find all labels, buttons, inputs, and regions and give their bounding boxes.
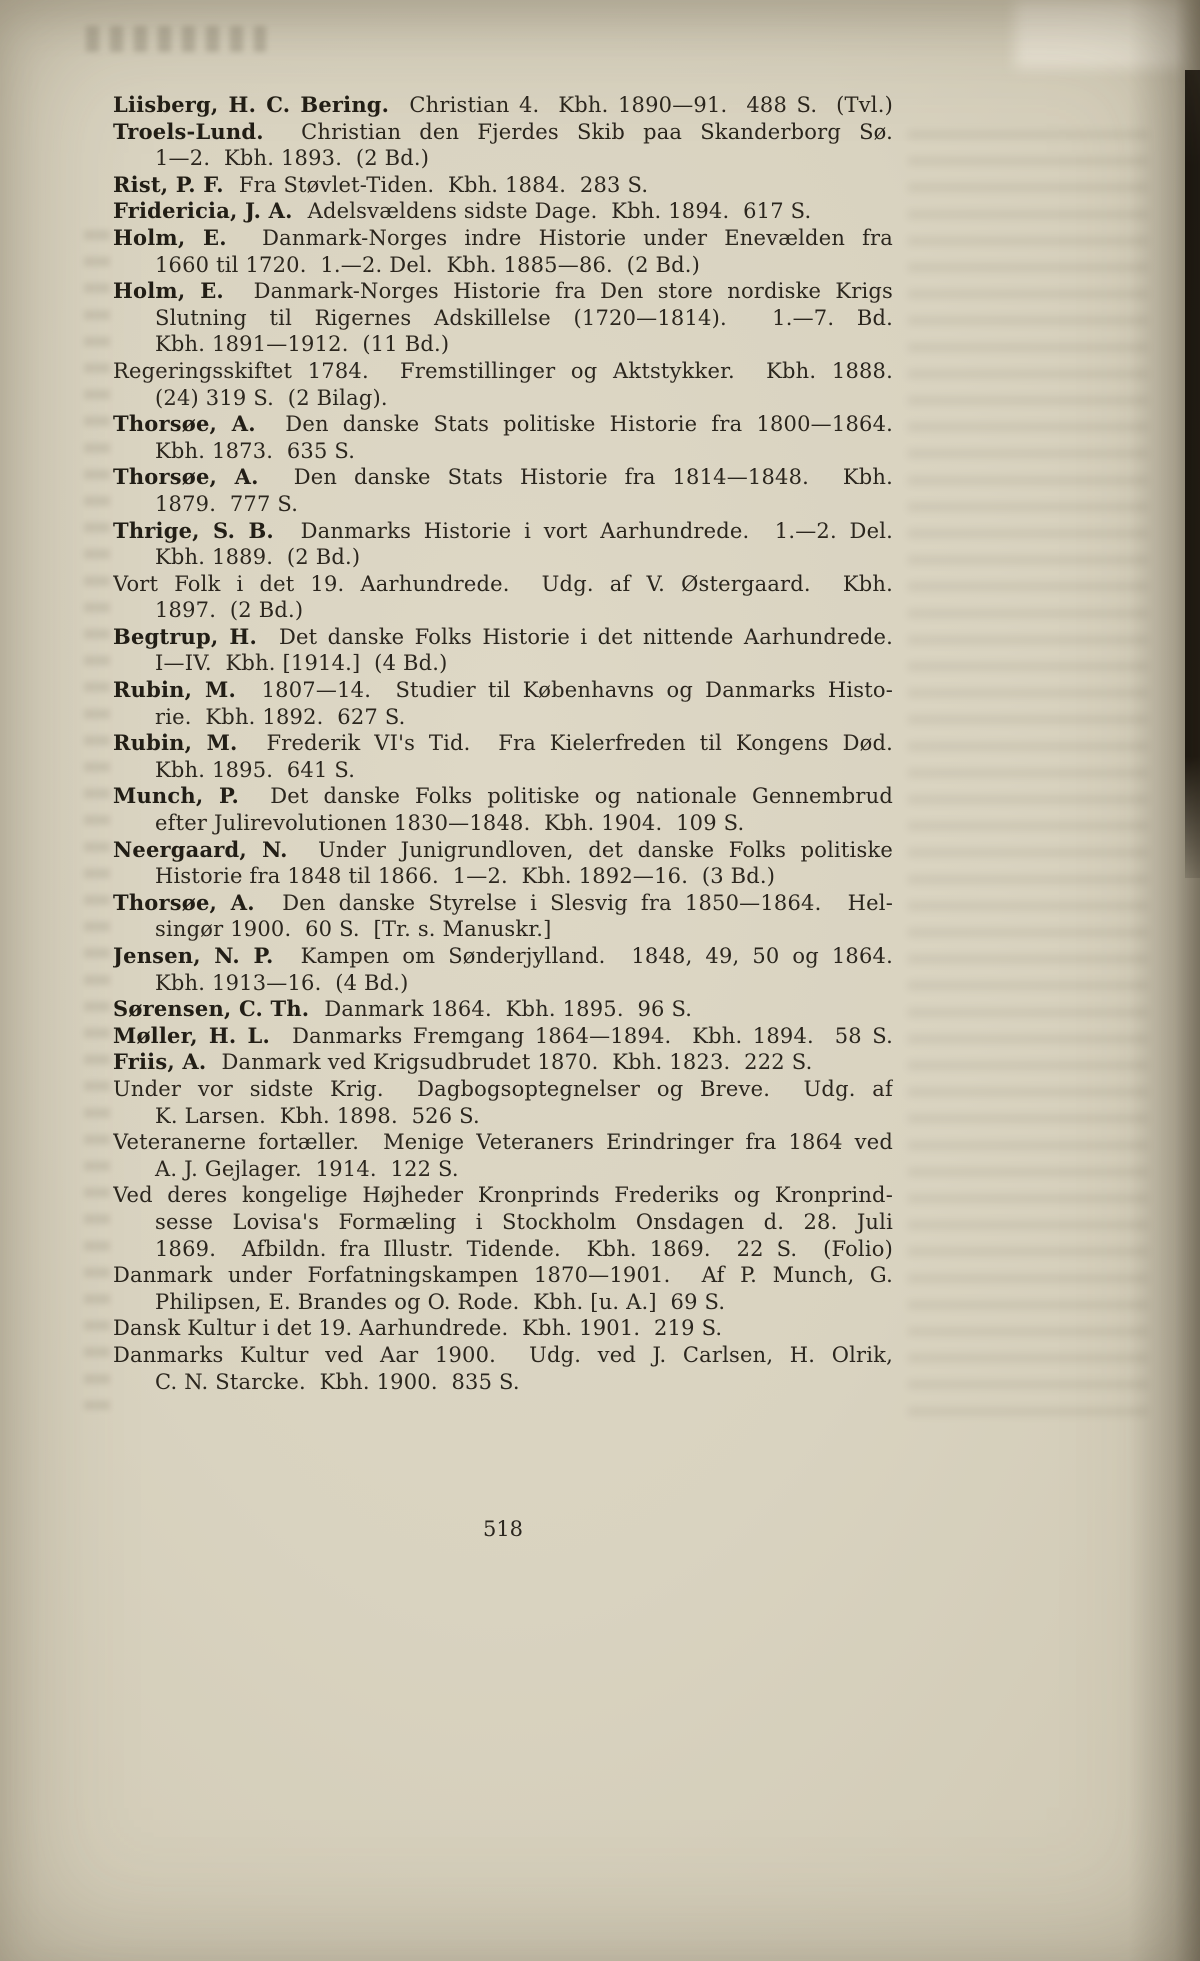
author-name: Thorsøe, A.: [113, 464, 294, 490]
bibliography-entry-line: Veteranerne fortæller. Menige Veteraners Erindringer fra 1864 ved: [113, 1130, 893, 1155]
author-name: Thrige, S. B.: [113, 517, 301, 543]
bibliography-text-block: [113, 92, 893, 1395]
bibliography-entry-line: Ved deres kongelige Højheder Kronprinds Frederiks og Kronprind-: [113, 1183, 893, 1208]
bibliography-entry-line: Holm, E. Danmark-Norges Historie fra Den store nordiske Krigs: [113, 278, 893, 304]
bibliography-entry-line: I—IV. Kbh. [1914.] (4 Bd.): [155, 651, 448, 676]
bibliography-entry-line: K. Larsen. Kbh. 1898. 526 S.: [155, 1103, 480, 1128]
author-name: Munch, P.: [113, 783, 271, 809]
bibliography-entry-line: Kbh. 1895. 641 S.: [155, 757, 356, 782]
bibliography-entry-line: rie. Kbh. 1892. 627 S.: [155, 704, 406, 729]
author-name: Rubin, M.: [113, 677, 262, 703]
bibliography-entry-line: Danmark under Forfatningskampen 1870—1901. Af P. Munch, G.: [113, 1263, 893, 1288]
author-name: Begtrup, H.: [113, 623, 279, 649]
ink-bleed-artifact-top: [86, 26, 266, 52]
bibliography-entry-line: Holm, E. Danmark-Norges indre Historie under Enevælden fra: [113, 224, 893, 250]
ink-bleed-artifact-right-margin: [908, 130, 1148, 1420]
bibliography-entry-line: A. J. Gejlager. 1914. 122 S.: [155, 1156, 459, 1181]
bibliography-entry-line: Slutning til Rigernes Adskillelse (1720—1814). 1.—7. Bd.: [155, 305, 893, 330]
bibliography-entry-line: Thorsøe, A. Den danske Styrelse i Slesvig fra 1850—1864. Hel-: [113, 889, 893, 915]
author-name: Jensen, N. P.: [113, 943, 301, 968]
bibliography-entry-line: Rist, P. F. Fra Støvlet-Tiden. Kbh. 1884. 283 S.: [113, 171, 649, 197]
bibliography-entry-line: Fridericia, J. A. Adelsvældens sidste Dage. Kbh. 1894. 617 S.: [113, 198, 812, 224]
bibliography-entry-line: Jensen, N. P. Kampen om Sønderjylland. 1848, 49, 50 og 1864.: [113, 943, 893, 968]
bibliography-entry-line: Kbh. 1889. (2 Bd.): [155, 545, 361, 570]
bibliography-entry-line: 1897. (2 Bd.): [155, 598, 304, 623]
author-name: Thorsøe, A.: [113, 411, 286, 437]
bibliography-entry-line: C. N. Starcke. Kbh. 1900. 835 S.: [155, 1369, 520, 1394]
bibliography-entry-line: Kbh. 1891—1912. (11 Bd.): [155, 332, 450, 357]
bibliography-entry-line: Thorsøe, A. Den danske Stats politiske Historie fra 1800—1864.: [113, 411, 893, 437]
bibliography-entry-line: Historie fra 1848 til 1866. 1—2. Kbh. 1892—16. (3 Bd.): [155, 864, 776, 889]
author-name: Troels-Lund.: [113, 118, 302, 144]
bibliography-entry-line: Kbh. 1913—16. (4 Bd.): [155, 970, 409, 995]
bibliography-entry-line: 1869. Afbildn. fra Illustr. Tidende. Kbh. 1869. 22 S. (Folio): [155, 1236, 893, 1261]
author-name: Holm, E.: [113, 278, 254, 304]
bibliography-entry-line: efter Julirevolutionen 1830—1848. Kbh. 1904. 109 S.: [155, 811, 745, 836]
bibliography-entry-line: Thrige, S. B. Danmarks Historie i vort Aarhundrede. 1.—2. Del.: [113, 517, 893, 543]
bibliography-entry-line: Sørensen, C. Th. Danmark 1864. Kbh. 1895. 96 S.: [113, 996, 693, 1022]
bibliography-entry-line: Dansk Kultur i det 19. Aarhundrede. Kbh. 1901. 219 S.: [113, 1316, 723, 1341]
author-name: Møller, H. L.: [113, 1022, 293, 1048]
bibliography-entry-line: 1—2. Kbh. 1893. (2 Bd.): [155, 146, 430, 171]
bibliography-entry-line: Friis, A. Danmark ved Krigsudbrudet 1870. Kbh. 1823. 222 S.: [113, 1049, 813, 1075]
bibliography-entry-line: Neergaard, N. Under Junigrundloven, det danske Folks politiske: [113, 836, 893, 862]
bibliography-entry-line: Under vor sidste Krig. Dagbogsoptegnelser og Breve. Udg. af: [113, 1076, 893, 1101]
bibliography-entry-line: singør 1900. 60 S. [Tr. s. Manuskr.]: [155, 917, 552, 942]
author-name: Rist, P. F.: [113, 171, 239, 197]
bibliography-entry-line: Rubin, M. Frederik VI's Tid. Fra Kielerfreden til Kongens Død.: [113, 730, 893, 756]
author-name: Holm, E.: [113, 224, 263, 250]
bibliography-entry-line: Troels-Lund. Christian den Fjerdes Skib paa Skanderborg Sø.: [113, 118, 893, 144]
bibliography-entry-line: Danmarks Kultur ved Aar 1900. Udg. ved J. Carlsen, H. Olrik,: [113, 1342, 893, 1367]
author-name: Sørensen, C. Th.: [113, 996, 325, 1022]
author-name: Liisberg, H. C. Bering.: [113, 92, 410, 117]
bibliography-entry-line: Munch, P. Det danske Folks politiske og nationale Gennembrud: [113, 783, 893, 809]
bibliography-entry-line: Vort Folk i det 19. Aarhundrede. Udg. af V. Østergaard. Kbh.: [113, 571, 893, 596]
bibliography-entry-line: Philipsen, E. Brandes og O. Rode. Kbh. [u. A.] 69 S.: [155, 1289, 726, 1314]
bibliography-entry-line: Kbh. 1873. 635 S.: [155, 438, 356, 463]
author-name: Fridericia, J. A.: [113, 198, 308, 224]
bibliography-entry-line: 1879. 777 S.: [155, 491, 299, 516]
bibliography-entry-line: sesse Lovisa's Formæling i Stockholm Onsdagen d. 28. Juli: [155, 1209, 893, 1234]
author-name: Rubin, M.: [113, 730, 267, 756]
bibliography-entry-line: Begtrup, H. Det danske Folks Historie i det nittende Aarhundrede.: [113, 623, 893, 649]
bibliography-entry-line: Rubin, M. 1807—14. Studier til Københavns og Danmarks Histo-: [113, 677, 893, 703]
author-name: Thorsøe, A.: [113, 889, 283, 915]
author-name: Neergaard, N.: [113, 836, 318, 862]
bibliography-entry-line: Møller, H. L. Danmarks Fremgang 1864—1894. Kbh. 1894. 58 S.: [113, 1022, 893, 1048]
bibliography-entry-line: Liisberg, H. C. Bering. Christian 4. Kbh. 1890—91. 488 S. (Tvl.): [113, 92, 893, 117]
bibliography-entry-line: Regeringsskiftet 1784. Fremstillinger og Aktstykker. Kbh. 1888.: [113, 358, 893, 383]
page-number: 518: [482, 1517, 524, 1541]
bibliography-entry-line: 1660 til 1720. 1.—2. Del. Kbh. 1885—86. (2 Bd.): [155, 252, 701, 277]
book-binding-edge: [1185, 70, 1200, 878]
bibliography-entry-line: (24) 319 S. (2 Bilag).: [155, 385, 388, 410]
ink-bleed-artifact-left-margin: [84, 230, 110, 1410]
bibliography-entry-line: Thorsøe, A. Den danske Stats Historie fra 1814—1848. Kbh.: [113, 464, 893, 490]
author-name: Friis, A.: [113, 1049, 222, 1075]
